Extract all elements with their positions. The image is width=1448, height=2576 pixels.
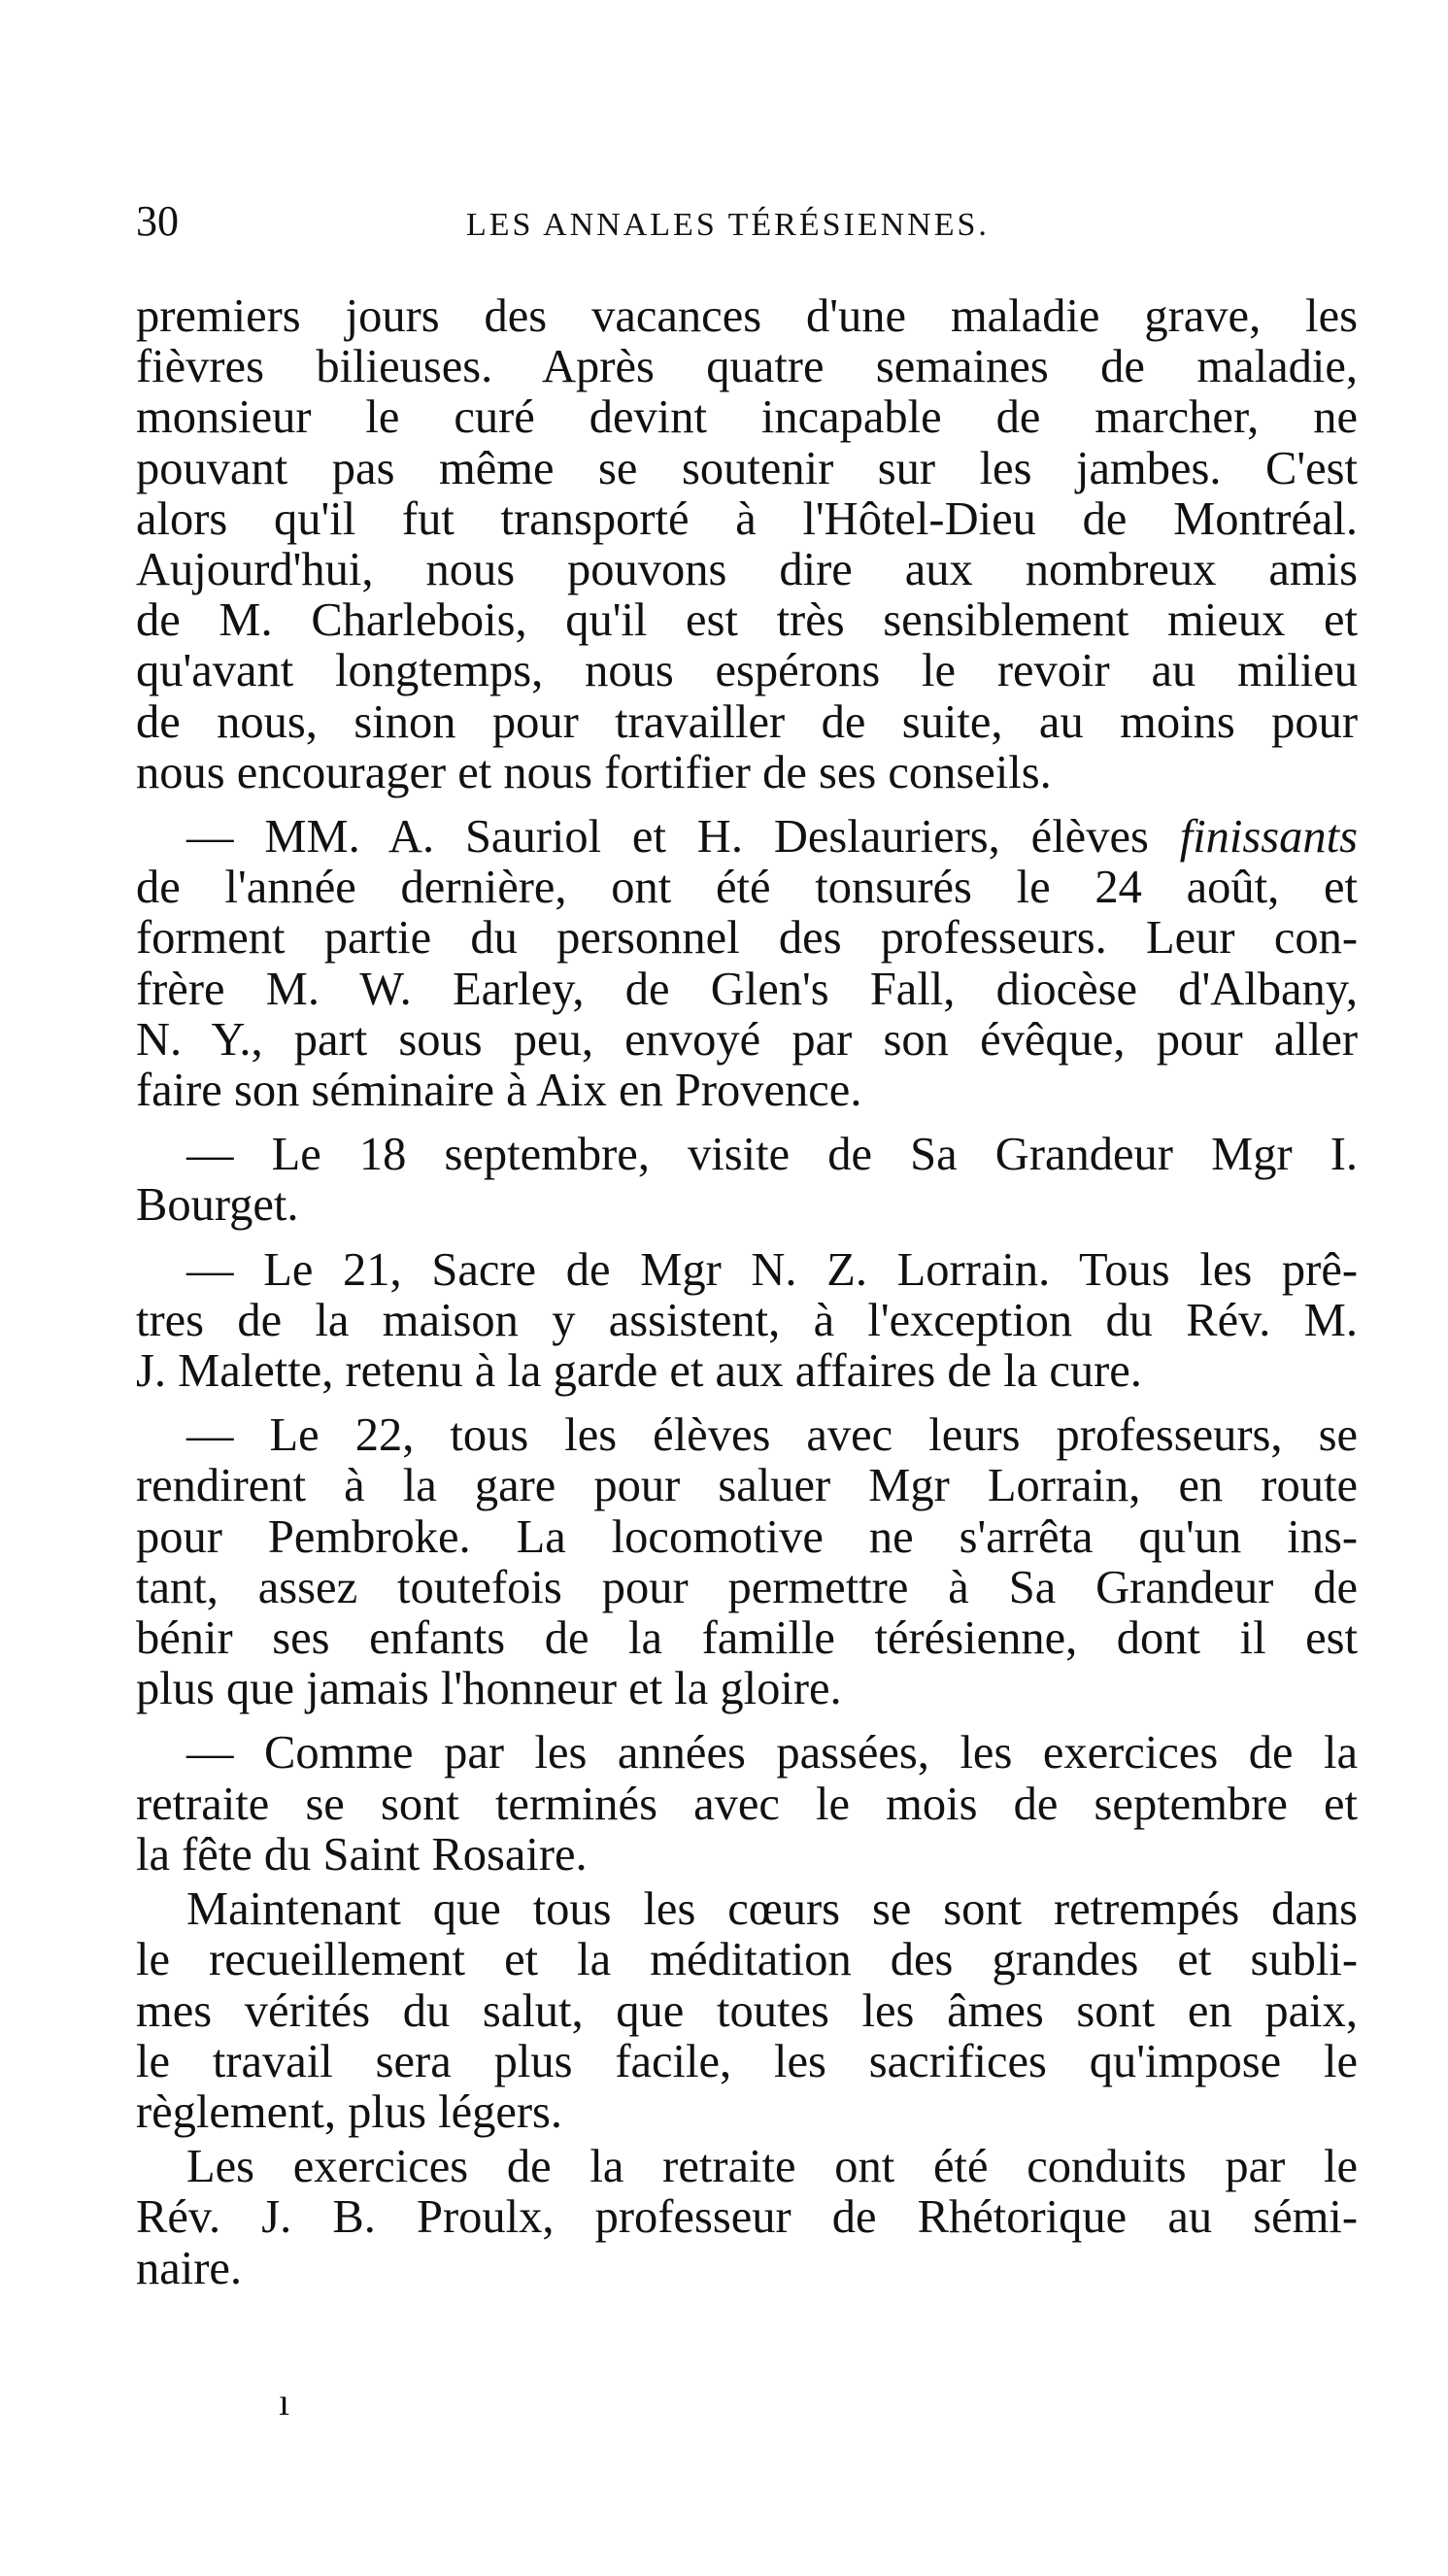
text-line: rendirent à la gare pour saluer Mgr Lorrain, en route (136, 1460, 1358, 1512)
text-line: plus que jamais l'honneur et la gloire. (136, 1663, 842, 1715)
text-line: le travail sera plus facile, les sacrifices qu'impose le (136, 2035, 1358, 2087)
page-header (136, 192, 1360, 251)
text-line: qu'avant longtemps, nous espérons le revoir au milieu (136, 645, 1358, 697)
text-line: mes vérités du salut, que toutes les âmes sont en paix, (136, 1984, 1358, 2037)
text-line: de l'année dernière, ont été tonsurés le 24 août, et (136, 862, 1358, 914)
text-line: — Le 22, tous les élèves avec leurs professeurs, se (186, 1409, 1358, 1462)
text-line: le recueillement et la méditation des grandes et subli- (136, 1934, 1358, 1986)
text-line: frère M. W. Earley, de Glen's Fall, diocèse d'Albany, (136, 963, 1358, 1015)
text-line: bénir ses enfants de la famille térésienne, dont il est (136, 1612, 1358, 1665)
text-line: pouvant pas même se soutenir sur les jambes. C'est (136, 442, 1358, 494)
text-line: Rév. J. B. Proulx, professeur de Rhétorique au sémi- (136, 2191, 1358, 2244)
text-line: faire son séminaire à Aix en Provence. (136, 1065, 862, 1117)
paragraph-bourget-visit (136, 1130, 1358, 1231)
text-line: pour Pembroke. La locomotive ne s'arrêta qu'un ins- (136, 1510, 1358, 1563)
text-line: Maintenant que tous les cœurs se sont retrempés dans (186, 1883, 1358, 1936)
page-number: 30 (136, 197, 179, 245)
text-line: — Comme par les années passées, les exercices de la (186, 1727, 1358, 1779)
paragraph-hearts (136, 1884, 1358, 2138)
text-line: tres de la maison y assistent, à l'exception du Rév. M. (136, 1294, 1358, 1346)
paragraph-train-station (136, 1410, 1358, 1714)
text-line: nous encourager et nous fortifier de ses conseils. (136, 746, 1052, 798)
footer-mark: ı (279, 2380, 290, 2423)
text-line: la fête du Saint Rosaire. (136, 1828, 588, 1881)
text-line: de M. Charlebois, qu'il est très sensiblement mieux et (136, 594, 1358, 647)
text-line: — Le 21, Sacre de Mgr N. Z. Lorrain. Tous les prê- (186, 1243, 1358, 1296)
body-text (136, 291, 1358, 2308)
text-line: retraite se sont terminés avec le mois de septembre et (136, 1778, 1358, 1830)
text-span: — MM. A. Sauriol et H. Deslauriers, élèves (186, 811, 1180, 864)
text-line: de nous, sinon pour travailler de suite, au moins pour (136, 695, 1358, 748)
paragraph-tonsure (136, 812, 1358, 1116)
text-line: monsieur le curé devint incapable de marcher, ne (136, 391, 1358, 444)
text-line: premiers jours des vacances d'une maladie grave, les (136, 290, 1358, 342)
text-line: J. Malette, retenu à la garde et aux affaires de la cure. (136, 1345, 1142, 1398)
italic-word: finissants (1179, 811, 1358, 864)
paragraph-proulx (136, 2142, 1358, 2294)
text-line: tant, assez toutefois pour permettre à Sa Grandeur de (136, 1561, 1358, 1613)
text-line: naire. (136, 2242, 243, 2294)
text-line: — Le 18 septembre, visite de Sa Grandeur Mgr I. (186, 1129, 1358, 1181)
text-line (136, 812, 1358, 863)
running-title: LES ANNALES TÉRÉSIENNES. (466, 207, 990, 243)
text-line: Les exercices de la retraite ont été conduits par le (186, 2141, 1358, 2193)
text-line: forment partie du personnel des professeurs. Leur con- (136, 912, 1358, 965)
text-line: Bourget. (136, 1179, 299, 1232)
paragraph-lorrain-consecration (136, 1245, 1358, 1398)
text-line: N. Y., part sous peu, envoyé par son évêque, pour aller (136, 1013, 1358, 1066)
text-line: alors qu'il fut transporté à l'Hôtel-Dieu de Montréal. (136, 492, 1358, 545)
paragraph-charlebois (136, 291, 1358, 798)
paragraph-retreat (136, 1728, 1358, 1881)
text-line: règlement, plus légers. (136, 2085, 563, 2138)
text-line: fièvres bilieuses. Après quatre semaines de maladie, (136, 341, 1358, 393)
text-line: Aujourd'hui, nous pouvons dire aux nombreux amis (136, 544, 1358, 596)
